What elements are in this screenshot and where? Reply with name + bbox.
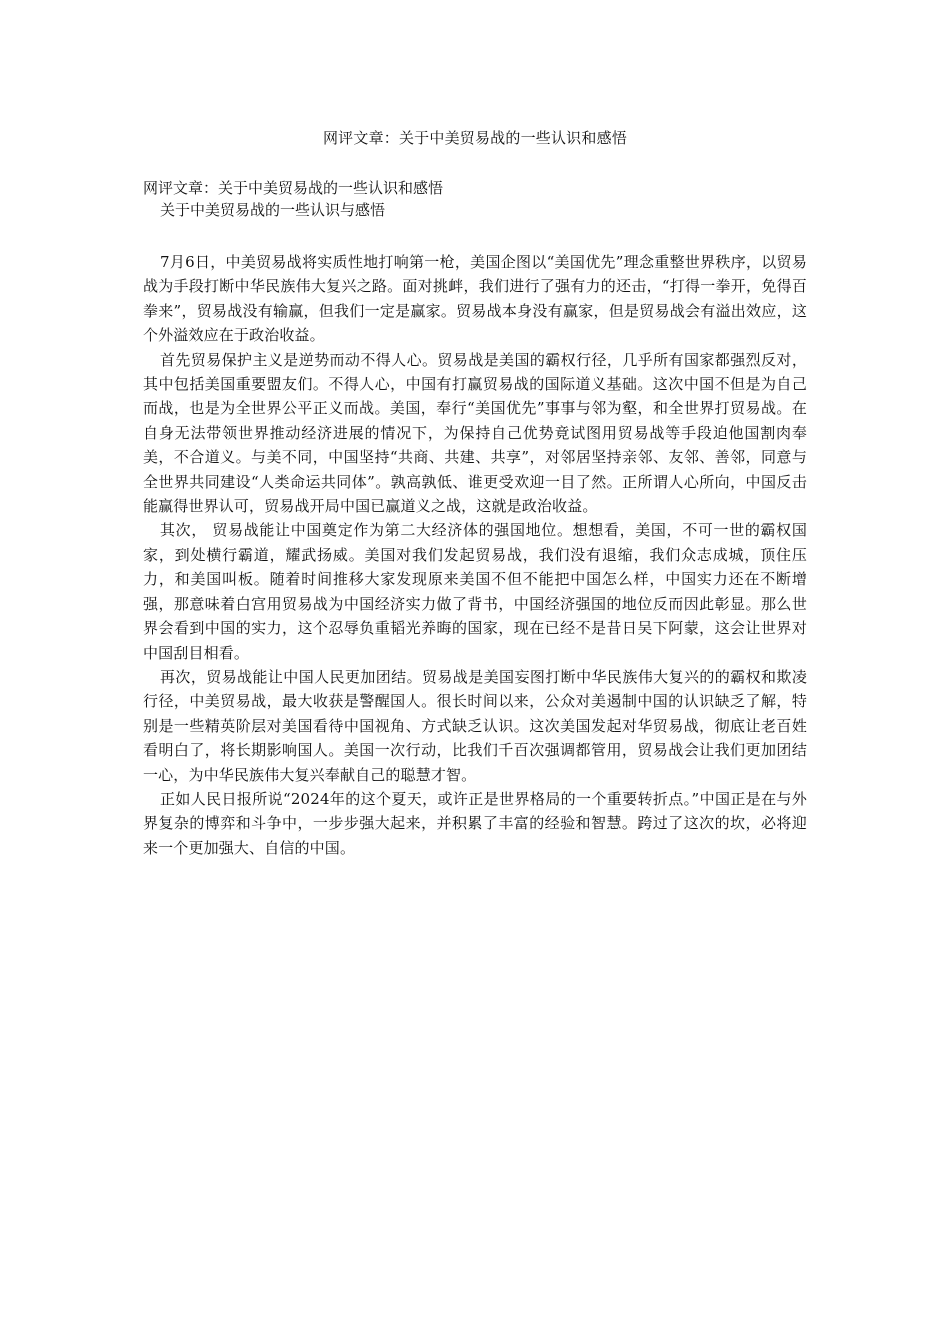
paragraph-3: 其次， 贸易战能让中国奠定作为第二大经济体的强国地位。想想看，美国，不可一世的霸权国家，到处横行霸道，耀武扬威。美国对我们发起贸易战，我们没有退缩，我们众志成城，顶住压力，和美国叫板。随着时间推移大家发现原来美国不但不能把中国怎么样，中国实力还在不断增强，那意味着白宫用贸易战为中国经济实力做了背书，中国经济强国的地位反而因此彰显。那么世界会看到中国的实力，这个忍辱负重韬光养晦的国家，现在已经不是昔日吴下阿蒙，这会让世界对中国刮目相看。 xyxy=(143,521,807,662)
document-secondary-subtitle: 关于中美贸易战的一些认识与感悟 xyxy=(160,201,386,219)
paragraph-2: 首先贸易保护主义是逆势而动不得人心。贸易战是美国的霸权行径，几乎所有国家都强烈反对，其中包括美国重要盟友们。不得人心，中国有打赢贸易战的国际道义基础。这次中国不但是为自己而战，也是为全世界公平正义而战。美国，奉行“美国优先”事事与邻为壑，和全世界打贸易战。在自身无法带领世界推动经济进展的情况下，为保持自己优势竟试图用贸易战等手段迫他国割肉奉美，不合道义。与美不同，中国坚持“共商、共建、共享”，对邻居坚持亲邻、友邻、善邻，同意与全世界共同建设“人类命运共同体”。孰高孰低、谁更受欢迎一目了然。正所谓人心所向，中国反击能赢得世界认可，贸易战开局中国已赢道义之战，这就是政治收益。 xyxy=(143,350,807,516)
document-title: 网评文章：关于中美贸易战的一些认识和感悟 xyxy=(322,129,627,147)
paragraph-5: 正如人民日报所说“2024年的这个夏天，或许正是世界格局的一个重要转折点。”中国正是在与外界复杂的博弈和斗争中，一步步强大起来，并积累了丰富的经验和智慧。跨过了这次的坎，必将迎来一个更加强大、自信的中国。 xyxy=(143,789,807,857)
article-paragraphs xyxy=(143,250,807,860)
document-subtitle: 网评文章：关于中美贸易战的一些认识和感悟 xyxy=(143,179,444,197)
paragraph-4: 再次，贸易战能让中国人民更加团结。贸易战是美国妄图打断中华民族伟大复兴的的霸权和欺凌行径，中美贸易战，最大收获是警醒国人。很长时间以来，公众对美遏制中国的认识缺乏了解，特别是一些精英阶层对美国看待中国视角、方式缺乏认识。这次美国发起对华贸易战，彻底让老百姓看明白了，将长期影响国人。美国一次行动，比我们千百次强调都管用，贸易战会让我们更加团结一心，为中华民族伟大复兴奉献自己的聪慧才智。 xyxy=(143,667,807,784)
paragraph-1: 7月6日，中美贸易战将实质性地打响第一枪，美国企图以“美国优先”理念重整世界秩序，以贸易战为手段打断中华民族伟大复兴之路。面对挑衅，我们进行了强有力的还击，“打得一拳开，免得百拳来”，贸易战没有输赢，但我们一定是赢家。贸易战本身没有赢家，但是贸易战会有溢出效应，这个外溢效应在于政治收益。 xyxy=(143,253,807,345)
document-body xyxy=(143,178,807,860)
